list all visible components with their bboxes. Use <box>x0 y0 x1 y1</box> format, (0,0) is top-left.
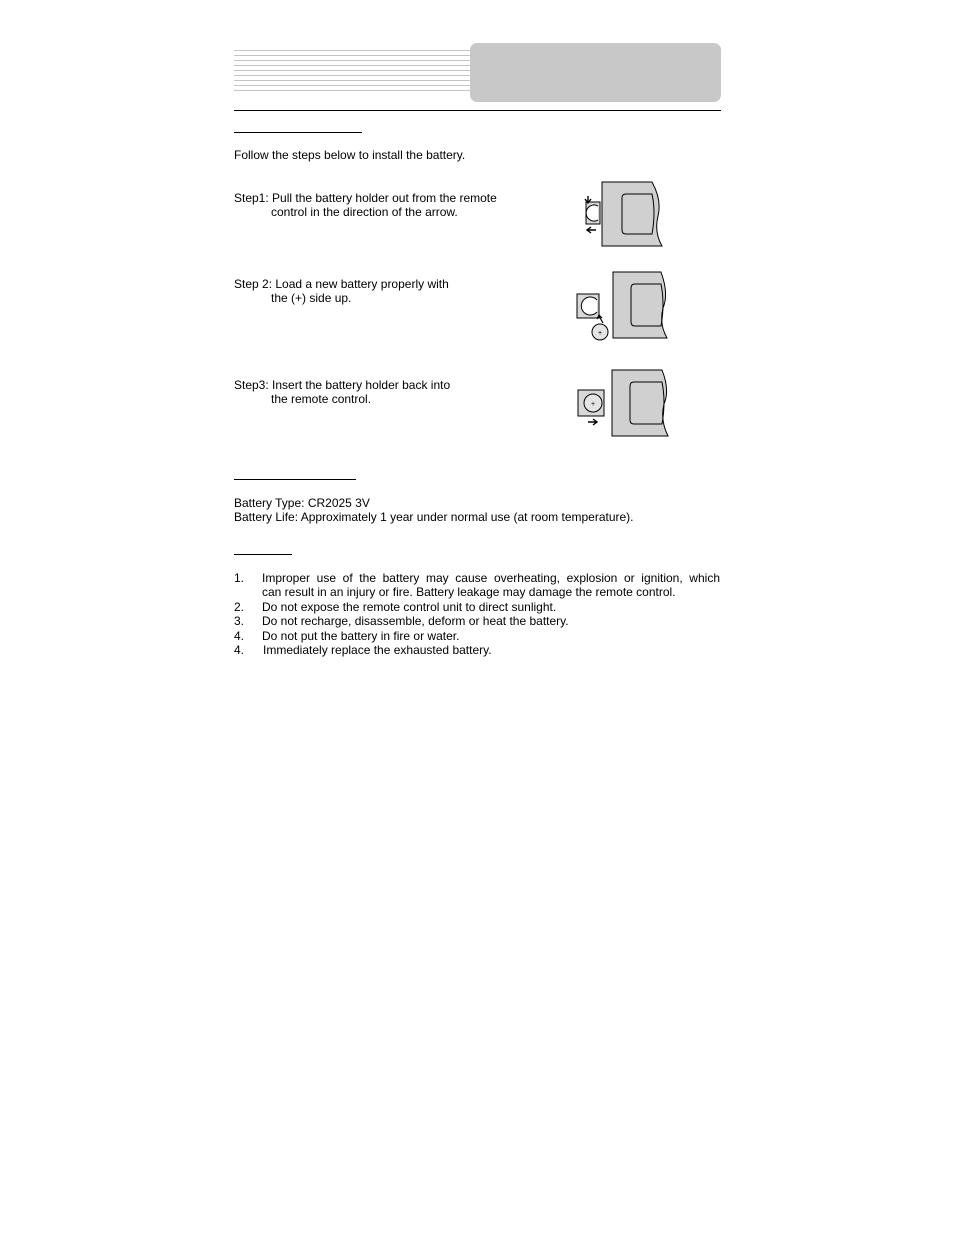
warning-number: 1. <box>234 571 245 585</box>
warning-item <box>234 614 720 628</box>
battery-type: Battery Type: CR2025 3V <box>234 496 370 510</box>
warning-item <box>234 643 720 657</box>
step-1-illustration <box>582 176 666 250</box>
svg-text:+: + <box>597 330 603 337</box>
header-decoration-lines <box>234 50 470 94</box>
warning-text: Do not put the battery in fire or water. <box>262 629 460 643</box>
header-rule <box>234 110 721 111</box>
header-tab <box>470 43 721 102</box>
specs-heading-rule <box>234 479 356 480</box>
section-heading-rule <box>234 132 362 133</box>
step-1 <box>234 191 497 219</box>
battery-life: Battery Life: Approximately 1 year under normal use (at room temperature). <box>234 510 634 524</box>
warning-number: 2. <box>234 600 245 614</box>
step-2-line1: Step 2: Load a new battery properly with <box>234 277 449 291</box>
warning-text: Do not expose the remote control unit to direct sunlight. <box>262 600 557 614</box>
warnings-heading-rule <box>234 554 292 555</box>
step-3-line2: the remote control. <box>271 392 372 406</box>
warning-item <box>234 629 720 643</box>
intro-text: Follow the steps below to install the battery. <box>234 148 466 162</box>
step-2-illustration <box>575 268 671 344</box>
warning-item <box>234 571 720 599</box>
warning-number: 4. <box>234 629 245 643</box>
step-1-line2: control in the direction of the arrow. <box>271 205 458 219</box>
step-2-line2: the (+) side up. <box>271 291 352 305</box>
step-3-line1: Step3: Insert the battery holder back into <box>234 378 451 392</box>
step-3 <box>234 378 450 406</box>
warning-text-line1: Improper use of the battery may cause overheating, explosion or ignition, which <box>262 571 720 585</box>
svg-text:+: + <box>590 401 596 408</box>
warning-item <box>234 600 720 614</box>
step-3-illustration <box>576 366 672 440</box>
step-2 <box>234 277 449 305</box>
step-1-line1: Step1: Pull the battery holder out from the remote <box>234 191 497 205</box>
warning-text: Immediately replace the exhausted battery. <box>263 643 492 657</box>
warning-text-line2: can result in an injury or fire. Battery leakage may damage the remote control. <box>262 585 676 599</box>
warning-number: 3. <box>234 614 245 628</box>
warning-text: Do not recharge, disassemble, deform or heat the battery. <box>262 614 569 628</box>
warning-number: 4. <box>234 643 245 657</box>
